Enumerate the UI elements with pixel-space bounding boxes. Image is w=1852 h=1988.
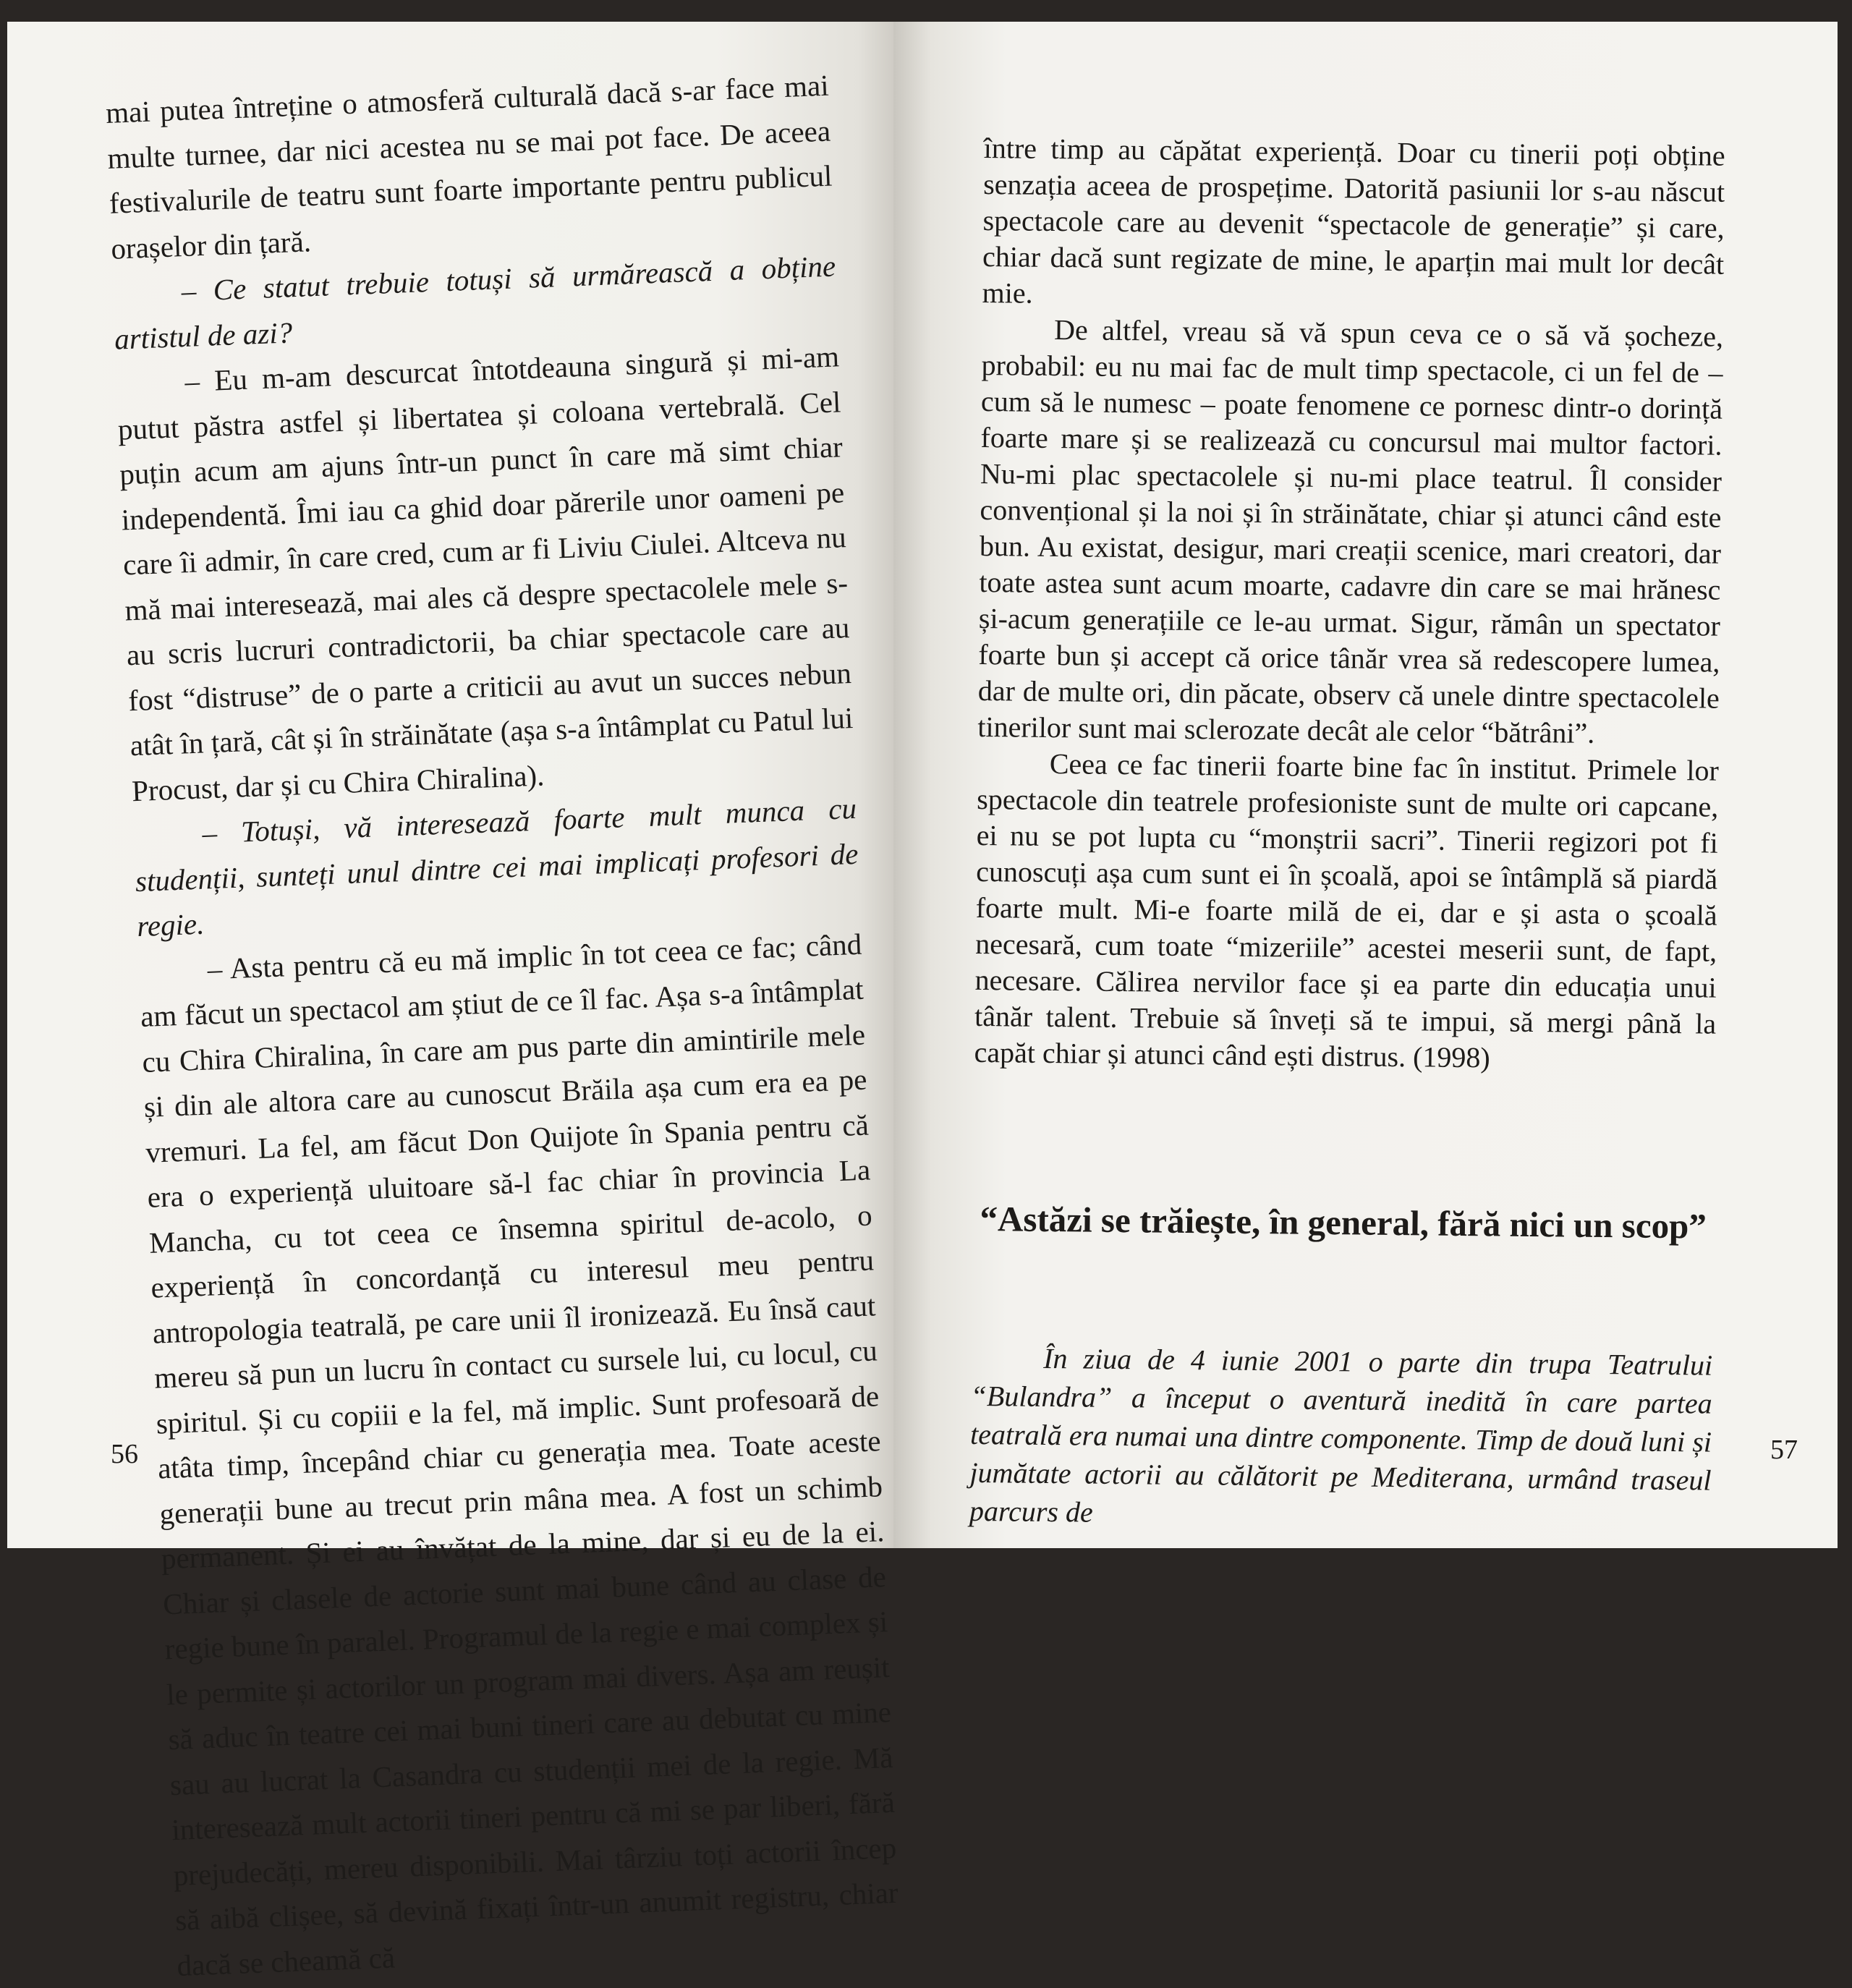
- paragraph: Ceea ce fac tinerii foarte bine fac în institut. Primele lor spectacole din teatrele profesioniste sunt de multe ori capcane, ei nu se pot lupta cu “monștrii sacri”. Tinerii regizori pot fi cunoscuți așa cum sunt ei în școală, apoi se întâmplă să piardă foarte mult. Mi-e foarte milă de ei, dar e și asta o școală necesară, cum toate “mizeriile” acestei meserii sunt, de fapt, necesare. Călirea nervilor face și ea parte din educația unui tânăr talent. Trebuie să înveți să te impui, să mergi până la capăt chiar și atunci când ești distrus. (1998): [974, 747, 1720, 1074]
- paragraph: De altfel, vreau să vă spun ceva ce o să vă șocheze, probabil: eu nu mai fac de mult timp spectacole, ci un fel de – cum să le numesc – poate fenomene ce pornesc dintr-o dorință foarte mare și se realizează cu concursul mai multor factori. Nu-mi plac spectacolele și nu-mi place teatrul. Îl consider convențional și la noi și în străinătate, chiar și atunci când este bun. Au existat, desigur, mari creații scenice, mari creatori, dar toate astea sunt acum moarte, cadavre din care se mai hrănesc și-acum generațiile ce le-au urmat. Sigur, rămân un spectator foarte bun și accept că orice tânăr vrea să redescopere lumea, dar de multe ori, din păcate, observ că unele dintre spectacolele tinerilor sunt mai sclerozate decât ale celor “bătrâni”.: [977, 313, 1724, 749]
- book-spread: [7, 22, 1838, 1982]
- paragraph: – Eu m-am descurcat întotdeauna singură și mi-am putut păstra astfel și libertatea și coloana vertebrală. Cel puțin acum am ajuns într-un punct în care mă simt chiar independentă. Îmi iau ca ghid doar părerile unor oameni pe care îi admir, în care cred, cum ar fi Liviu Ciulei. Altceva nu mă mai interesează, mai ales că despre spectacolele mele s-au scris lucruri contradictorii, ba chiar spectacole care au fost “distruse” de o parte a criticii au avut un succes nebun atât în țară, cât și în străinătate (așa s-a întâmplat cu Patul lui Procust, dar și cu Chira Chiralina).: [117, 339, 854, 807]
- right-page: [893, 22, 1838, 1548]
- chapter-title: “Astăzi se trăiește, în general, fără nici un scop”: [980, 1199, 1707, 1246]
- interview-question: – Ce statut trebuie totuși să urmărească a obține artistul de azi?: [114, 249, 836, 356]
- page-number: 57: [1770, 1435, 1798, 1465]
- right-page-text: [969, 130, 1725, 1538]
- paragraph: – Asta pentru că eu mă implic în tot ceea ce fac; când am făcut un spectacol am știut de ce îl fac. Așa s-a întâmplat cu Chira Chiralina, în care am pus parte din amintirile mele și din ale altora care au cunoscut Brăila așa cum era ea pe vremuri. La fel, am făcut Don Quijote în Spania pentru că era o experiență uluitoare să-l fac chiar în provincia La Mancha, cu tot ceea ce însemna spiritul de-acolo, o experiență în concordanță cu interesul meu pentru antropologia teatrală, pe care unii îl ironizează. Eu însă caut mereu să pun un lucru în contact cu sursele lui, cu locul, cu spiritul. Și cu copiii e la fel, mă implic. Sunt profesoară de atâta timp, începând chiar cu generația mea. Toate aceste generații bune au trecut prin mâna mea. A fost un schimb permanent. Și ei au învățat de la mine, dar și eu de la ei. Chiar și clasele de actorie sunt mai bune când au clase de regie bune în paralel. Programul de la regie e mai complex și le permite și actorilor un program mai divers. Așa am reușit să aduc în teatre cei mai buni tineri care au debutat cu mine sau au lucrat la Casandra cu studenții mei de la regie. Mă interesează mult actorii tineri pentru că mi se par liberi, fără prejudecăți, mereu disponibili. Mai târziu toți actorii încep să aibă clișee, să devină fixați într-un anumit registru, chiar dacă se cheamă că: [140, 927, 899, 1982]
- paragraph: între timp au căpătat experiență. Doar cu tinerii poți obține senzația aceea de prospețime. Datorită pasiunii lor s-au născut spectacole care au devenit “spectacole de generație” și care, chiar dacă sunt regizate de mine, le aparțin mai mult lor decât mie.: [982, 131, 1725, 310]
- left-page: [7, 22, 899, 1982]
- paragraph: mai putea întreține o atmosferă culturală dacă s-ar face mai multe turnee, dar nici acestea nu se mai pot face. De aceea festivalurile de teatru sunt foarte importante pentru publicul orașelor din țară.: [105, 68, 833, 266]
- interview-question: – Totuși, vă interesează foarte mult munca cu studenții, sunteți unul dintre cei mai implicați profesori de regie.: [135, 791, 859, 943]
- page-number: 56: [111, 1439, 138, 1469]
- chapter-intro: În ziua de 4 iunie 2001 o parte din trupa Teatrului “Bulandra” a început o aventură inedită în care partea teatrală era numai una dintre componente. Timp de două luni și jumătate actorii au călătorit pe Mediterana, urmând traseul parcurs de: [969, 1341, 1713, 1529]
- left-page-text: [105, 63, 901, 1988]
